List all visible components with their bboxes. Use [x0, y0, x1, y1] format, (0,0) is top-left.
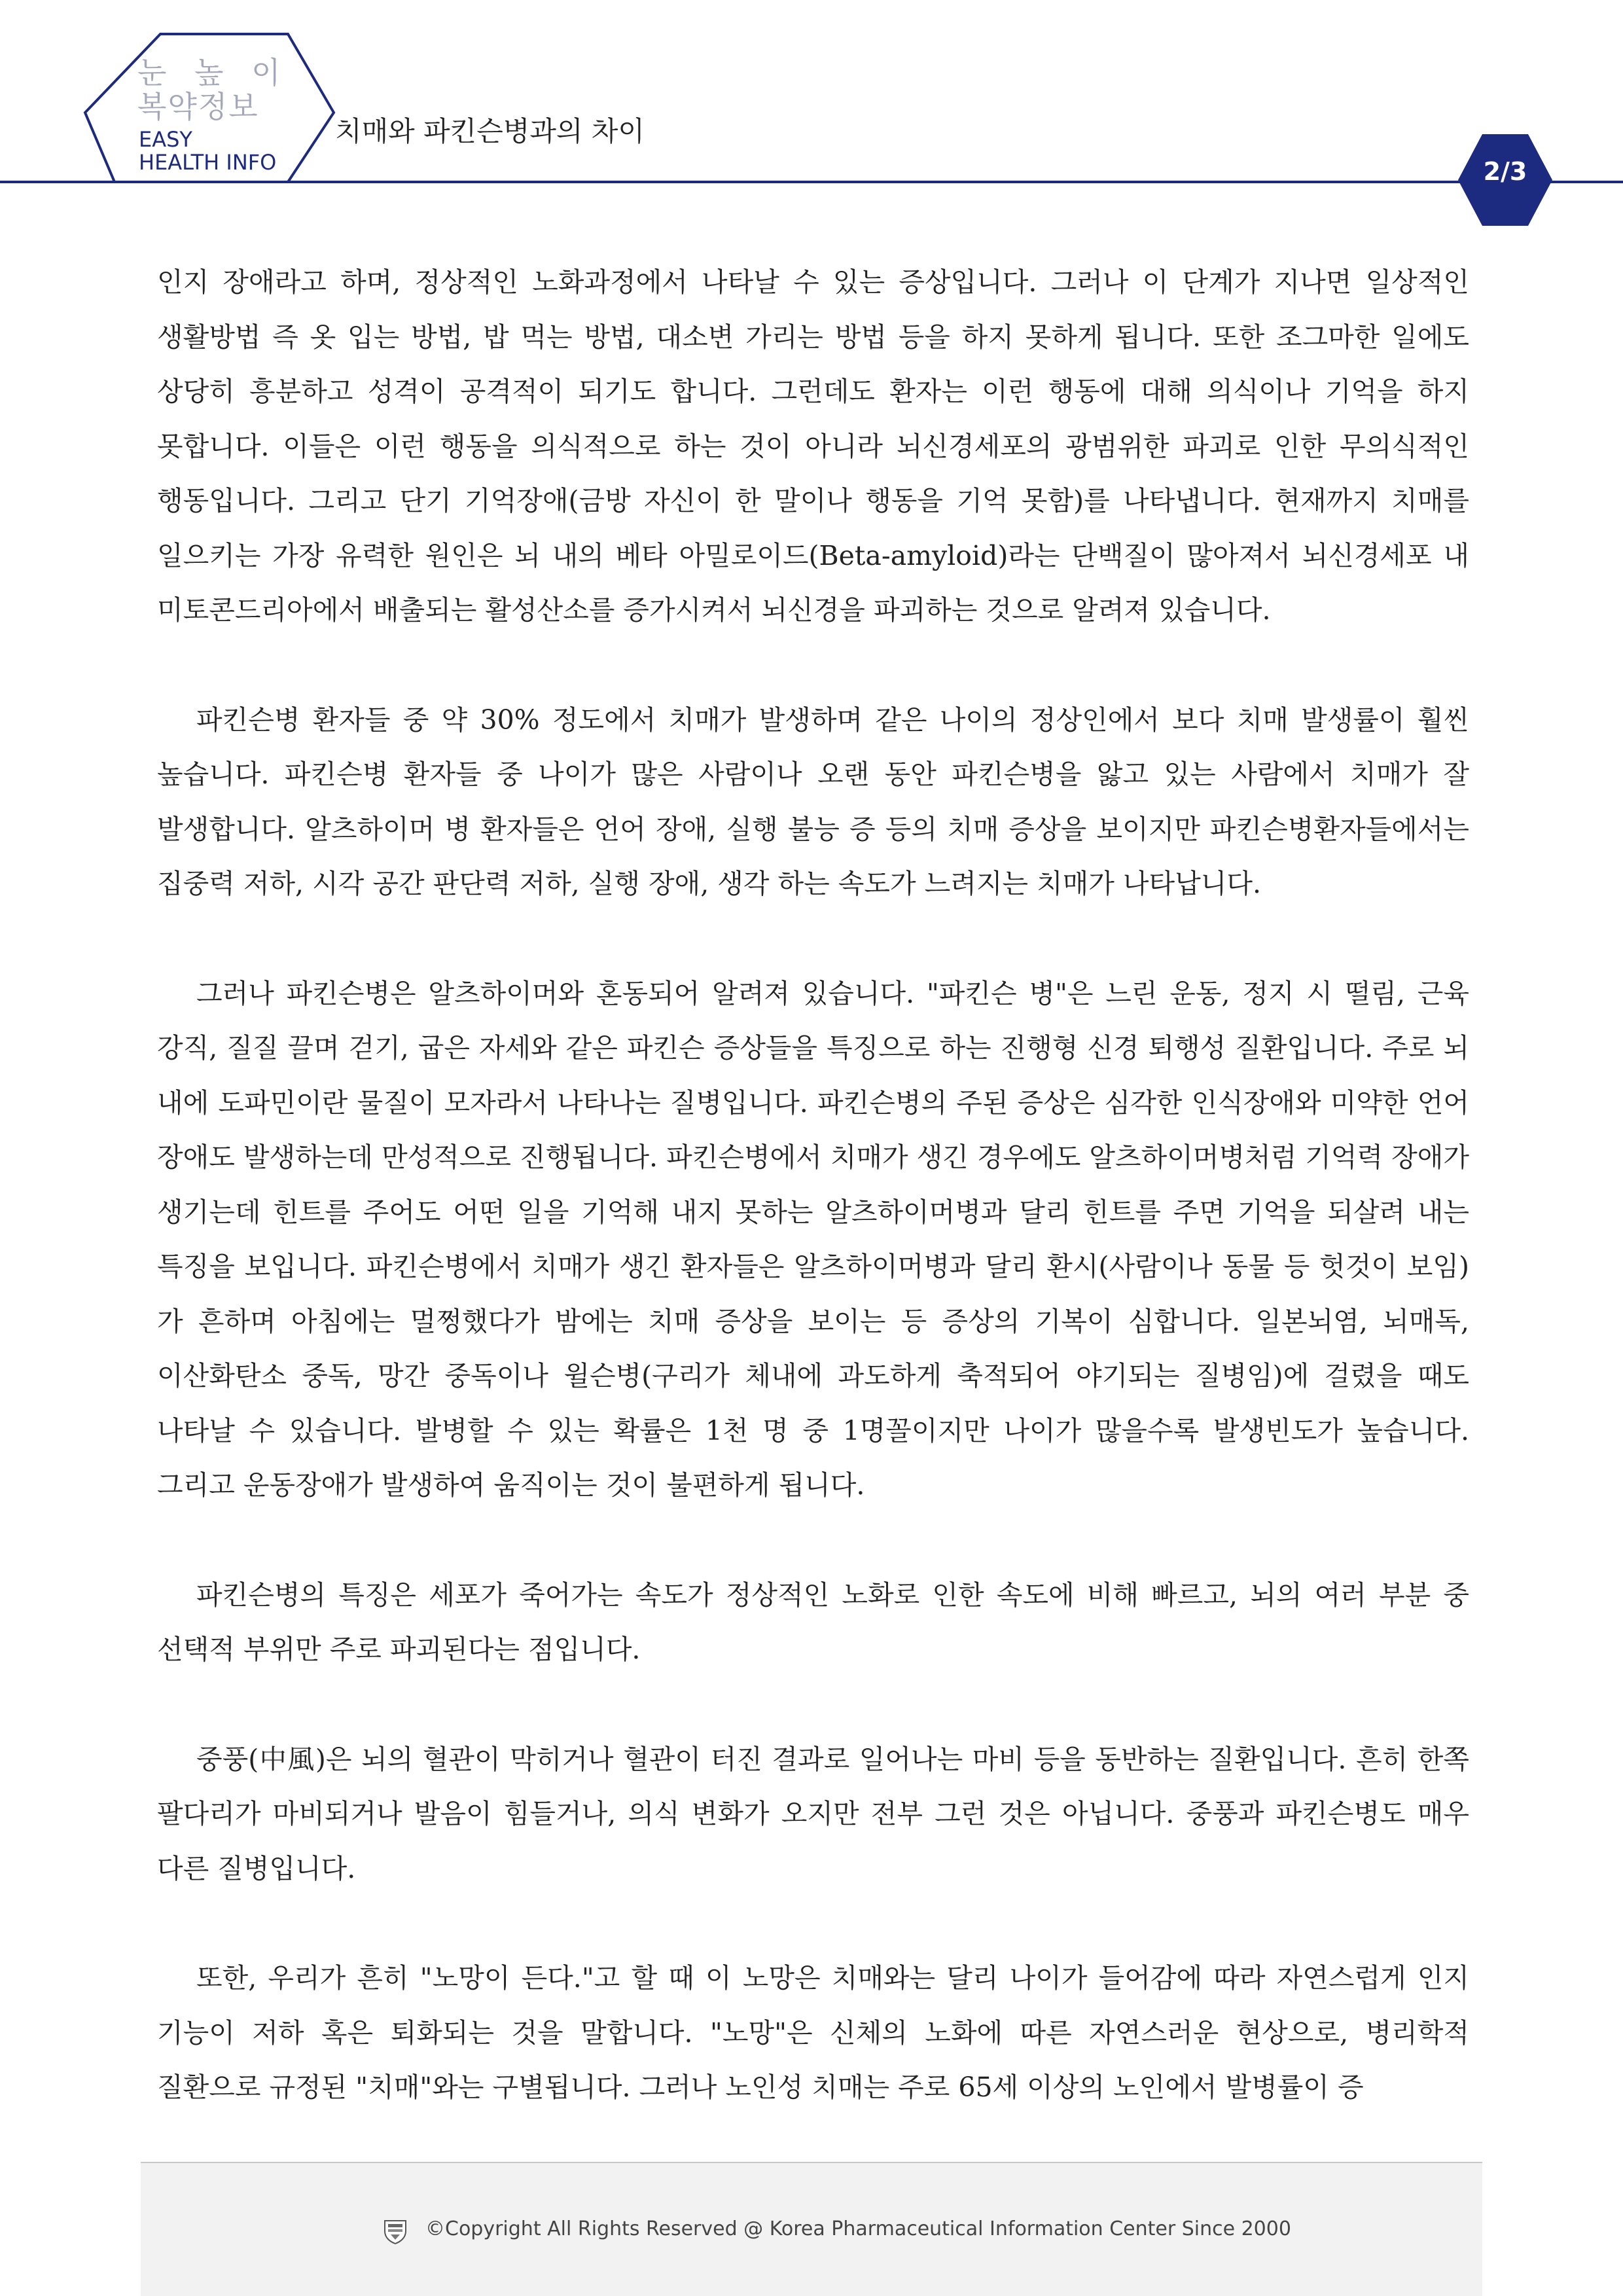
paragraph: 중풍(中風)은 뇌의 혈관이 막히거나 혈관이 터진 결과로 일어나는 마비 등을 동반하는 질환입니다. 흔히 한쪽 팔다리가 마비되거나 발음이 힘들거나, 의식 변화가 오지만 전부 그런 것은 아닙니다. 중풍과 파킨슨병도 매우 다른 질병입니다. — [157, 1743, 1469, 1884]
document-title: 치매와 파킨슨병과의 차이 — [335, 115, 645, 147]
logo-korean-line2: 복약정보 — [137, 89, 259, 124]
page-number: 2/3 — [1483, 157, 1527, 186]
body-text — [157, 255, 1469, 2170]
paragraph: 파킨슨병 환자들 중 약 30% 정도에서 치매가 발생하며 같은 나이의 정상인에서 보다 치매 발생률이 훨씬 높습니다. 파킨슨병 환자들 중 나이가 많은 사람이나 오랜 동안 파킨슨병을 앓고 있는 사람에서 치매가 잘 발생합니다. 알츠하이머 병 환자들은 언어 장애, 실행 불능 증 등의 치매 증상을 보이지만 파킨슨병환자들에서는 집중력 저하, 시각 공간 판단력 저하, 실행 장애, 생각 하는 속도가 느려지는 치매가 나타납니다. — [157, 704, 1469, 899]
paragraph: 그러나 파킨슨병은 알츠하이머와 혼동되어 알려져 있습니다. "파킨슨 병"은 느린 운동, 정지 시 떨림, 근육 강직, 질질 끌며 걷기, 굽은 자세와 같은 파킨슨 증상들을 특징으로 하는 진행형 신경 퇴행성 질환입니다. 주로 뇌 내에 도파민이란 물질이 모자라서 나타나는 질병입니다. 파킨슨병의 주된 증상은 심각한 인식장애와 미약한 언어 장애도 발생하는데 만성적으로 진행됩니다. 파킨슨병에서 치매가 생긴 경우에도 알츠하이머병처럼 기억력 장애가 생기는데 힌트를 주어도 어떤 일을 기억해 내지 못하는 알츠하이머병과 달리 힌트를 주면 기억을 되살려 내는 특징을 보입니다. 파킨슨병에서 치매가 생긴 환자들은 알츠하이머병과 달리 환시(사람이나 동물 등 헛것이 보임)가 흔하며 아침에는 멀쩡했다가 밤에는 치매 증상을 보이는 등 증상의 기복이 심합니다. 일본뇌염, 뇌매독, 이산화탄소 중독, 망간 중독이나 윌슨병(구리가 체내에 과도하게 축적되어 야기되는 질병임)에 걸렸을 때도 나타날 수 있습니다. 발병할 수 있는 확률은 1천 명 중 1명꼴이지만 나이가 많을수록 발생빈도가 높습니다. 그리고 운동장애가 발생하여 움직이는 것이 불편하게 됩니다. — [157, 977, 1469, 1501]
logo-korean-line1: 눈 높 이 — [137, 55, 290, 90]
paragraph: 파킨슨병의 특징은 세포가 죽어가는 속도가 정상적인 노화로 인한 속도에 비해 빠르고, 뇌의 여러 부분 중 선택적 부위만 주로 파괴된다는 점입니다. — [157, 1579, 1469, 1665]
shield-emblem-icon — [383, 2218, 408, 2244]
logo-english-line1: EASY — [139, 127, 192, 152]
paragraph: 인지 장애라고 하며, 정상적인 노화과정에서 나타날 수 있는 증상입니다. 그러나 이 단계가 지나면 일상적인 생활방법 즉 옷 입는 방법, 밥 먹는 방법, 대소변 가리는 방법 등을 하지 못하게 됩니다. 또한 조그마한 일에도 상당히 흥분하고 성격이 공격적이 되기도 합니다. 그런데도 환자는 이런 행동에 대해 의식이나 기억을 하지 못합니다. 이들은 이런 행동을 의식적으로 하는 것이 아니라 뇌신경세포의 광범위한 파괴로 인한 무의식적인 행동입니다. 그리고 단기 기억장애(금방 자신이 한 말이나 행동을 기억 못함)를 나타냅니다. 현재까지 치매를 일으키는 가장 유력한 원인은 뇌 내의 베타 아밀로이드(Beta-amyloid)라는 단백질이 많아져서 뇌신경세포 내 미토콘드리아에서 배출되는 활성산소를 증가시켜서 뇌신경을 파괴하는 것으로 알려져 있습니다. — [157, 266, 1469, 626]
logo-english-line2: HEALTH INFO — [139, 150, 277, 175]
copyright-text: ©Copyright All Rights Reserved @ Korea Pharmaceutical Information Center Since 2000 — [425, 2217, 1291, 2240]
paragraph: 또한, 우리가 흔히 "노망이 든다."고 할 때 이 노망은 치매와는 달리 나이가 들어감에 따라 자연스럽게 인지 기능이 저하 혹은 퇴화되는 것을 말합니다. "노망"은 신체의 노화에 따른 자연스러운 현상으로, 병리학적 질환으로 규정된 "치매"와는 구별됩니다. 그러나 노인성 치매는 주로 65세 이상의 노인에서 발병률이 증 — [157, 1962, 1469, 2103]
